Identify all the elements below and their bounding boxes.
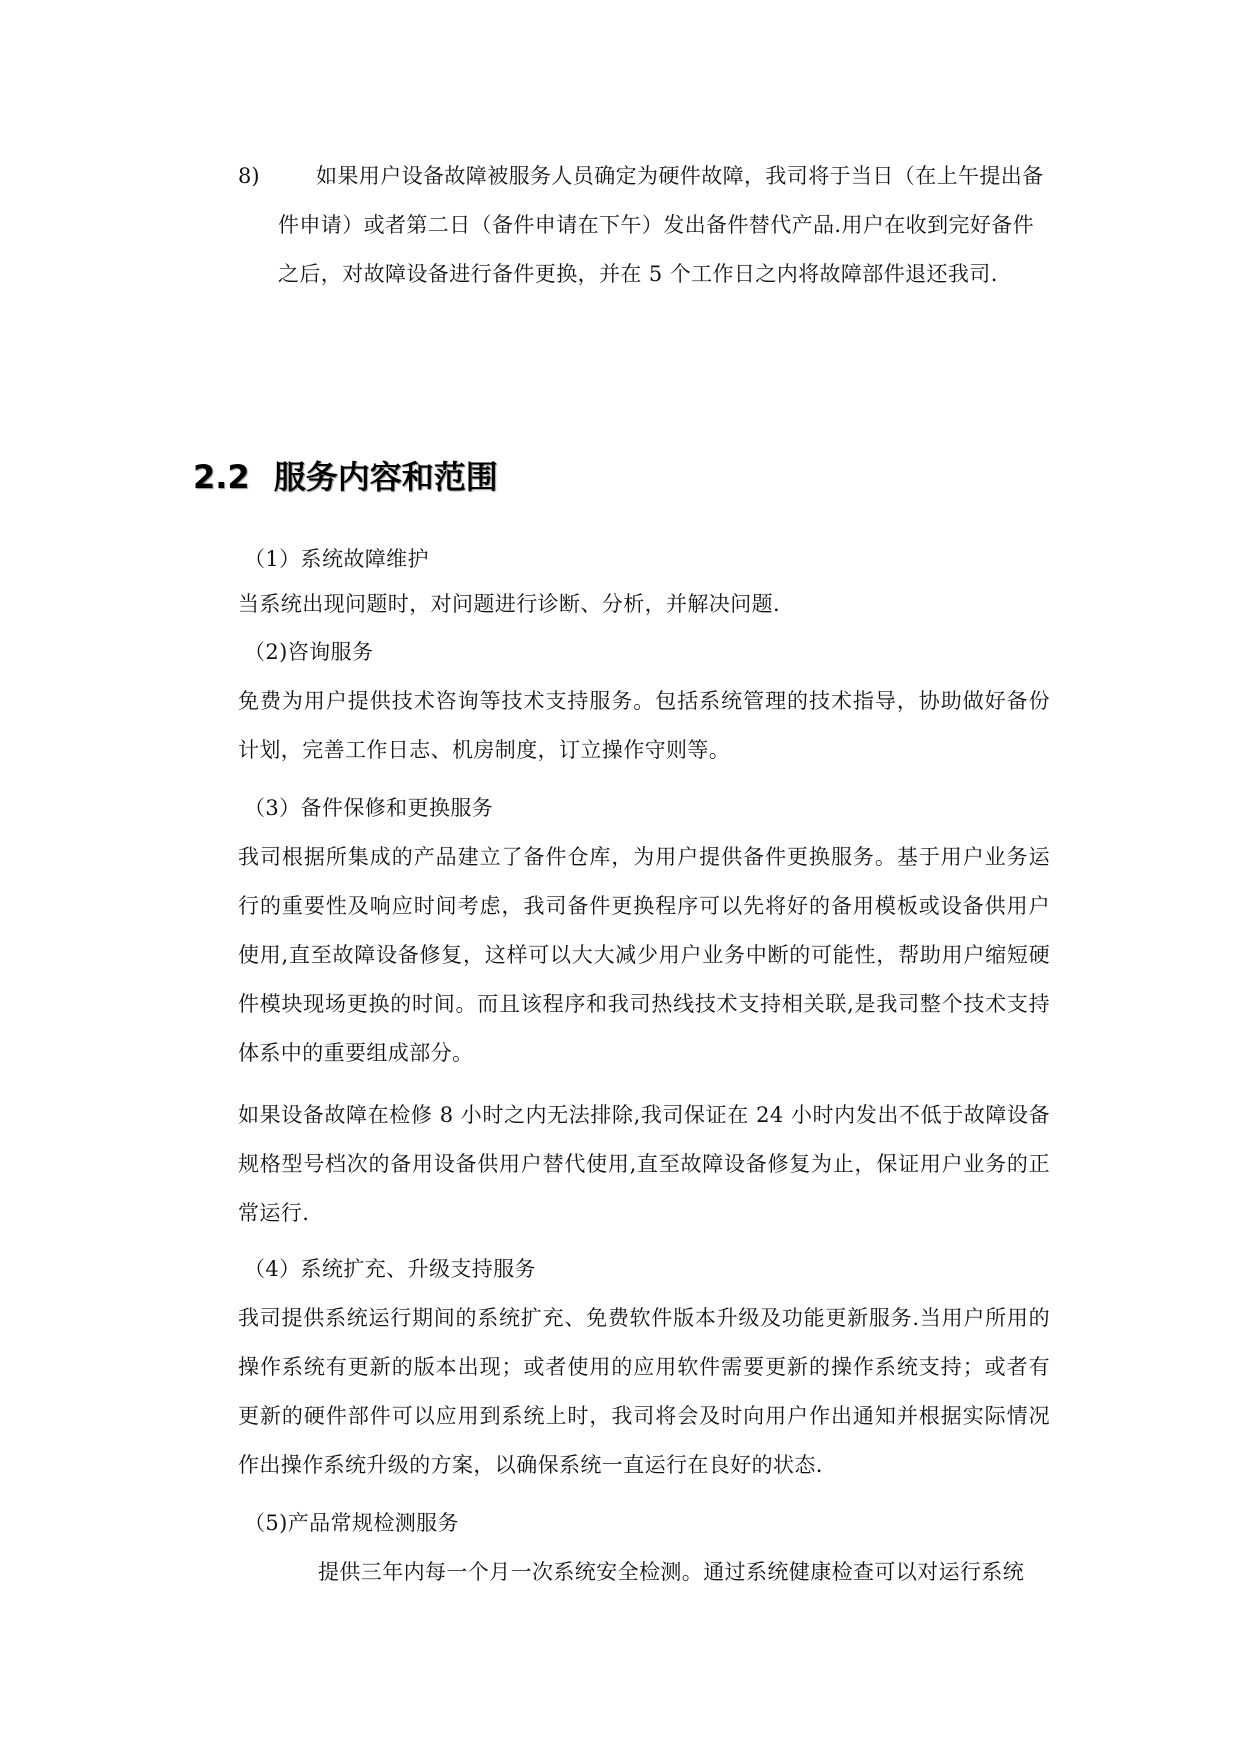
item-1-paragraph: 当系统出现问题时，对问题进行诊断、分析，并解决问题.	[238, 592, 781, 616]
item-5-paragraph: 提供三年内每一个月一次系统安全检测。通过系统健康检查可以对运行系统	[318, 1560, 1025, 1584]
item-4-label: （4）系统扩充、升级支持服务	[244, 1257, 536, 1281]
item-4-paragraph: 我司提供系统运行期间的系统扩充、免费软件版本升级及功能更新服务.当用户所用的操作系统有更新的版本出现；或者使用的应用软件需要更新的操作系统支持；或者有更新的硬件部件可以应用到系统上时，我司将会及时向用户作出通知并根据实际情况作出操作系统升级的方案，以确保系统一直运行在良好的状态.	[238, 1306, 1050, 1477]
item-3-paragraph-1: 我司根据所集成的产品建立了备件仓库，为用户提供备件更换服务。基于用户业务运行的重要性及响应时间考虑，我司备件更换程序可以先将好的备用模板或设备供用户使用,直至故障设备修复，这样可以大大减少用户业务中断的可能性，帮助用户缩短硬件模块现场更换的时间。而且该程序和我司热线技术支持相关联,是我司整个技术支持体系中的重要组成部分。	[238, 845, 1050, 1065]
section-title: 服务内容和范围	[273, 458, 498, 496]
item-2-label: （2)咨询服务	[244, 640, 374, 664]
section-heading	[193, 455, 498, 499]
item-5-label: （5)产品常规检测服务	[244, 1511, 459, 1535]
list-item-number: 8)	[238, 164, 260, 188]
list-item-8-line-3: 之后，对故障设备进行备件更换，并在 5 个工作日之内将故障部件退还我司.	[278, 262, 998, 286]
item-1-label: （1）系统故障维护	[244, 547, 429, 571]
item-3-paragraph-2: 如果设备故障在检修 8 小时之内无法排除,我司保证在 24 小时内发出不低于故障设备规格型号档次的备用设备供用户替代使用,直至故障设备修复为止，保证用户业务的正常运行.	[238, 1103, 1050, 1225]
section-number: 2.2	[193, 458, 250, 496]
list-item-8-line-2: 件申请）或者第二日（备件申请在下午）发出备件替代产品.用户在收到完好备件	[278, 213, 1035, 237]
list-item-8-line-1: 如果用户设备故障被服务人员确定为硬件故障，我司将于当日（在上午提出备	[316, 164, 1044, 188]
item-2-paragraph: 免费为用户提供技术咨询等技术支持服务。包括系统管理的技术指导，协助做好备份计划，完善工作日志、机房制度，订立操作守则等。	[238, 689, 1050, 762]
item-3-label: （3）备件保修和更换服务	[244, 796, 494, 820]
